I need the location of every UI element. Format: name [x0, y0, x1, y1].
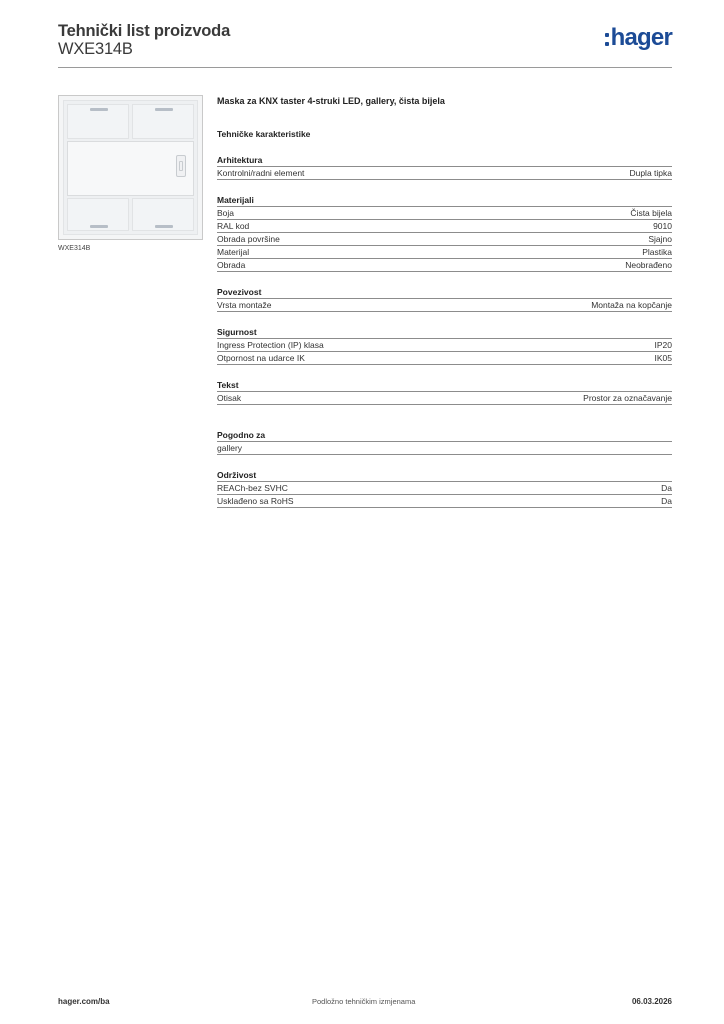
spec-row — [217, 495, 672, 508]
spec-row — [217, 299, 672, 312]
group-title: Arhitektura — [217, 154, 672, 167]
footer-date: 06.03.2026 — [631, 997, 672, 1006]
spec-value: Da — [661, 496, 672, 506]
spec-row — [217, 352, 672, 365]
spec-row — [217, 392, 672, 405]
group-title: Povezivost — [217, 286, 672, 299]
spec-row — [217, 482, 672, 495]
spec-value: Montaža na kopčanje — [591, 300, 672, 310]
group-title: Materijali — [217, 194, 672, 207]
spec-label: Obrada — [217, 260, 246, 270]
logo-colon-icon — [605, 33, 609, 46]
spec-label: Boja — [217, 208, 235, 218]
spec-label: Otisak — [217, 393, 242, 403]
spec-content — [217, 95, 672, 508]
group-title: Sigurnost — [217, 326, 672, 339]
footer-note: Podložno tehničkim izmjenama — [312, 997, 416, 1006]
spec-group-architecture — [217, 154, 672, 180]
footer-website-link[interactable]: hager.com/ba — [58, 997, 110, 1006]
spec-label: REACh-bez SVHC — [217, 483, 288, 493]
spec-row — [217, 207, 672, 220]
spec-row — [217, 442, 672, 455]
spec-value: Plastika — [642, 247, 672, 257]
product-name: Maska za KNX taster 4-struki LED, gallery, čista bijela — [217, 96, 445, 106]
spec-label: Ingress Protection (IP) klasa — [217, 340, 324, 350]
product-image — [58, 95, 203, 240]
spec-group-suitable-for — [217, 429, 672, 455]
spec-value: Dupla tipka — [629, 168, 672, 178]
spec-group-materials — [217, 194, 672, 272]
document-title: Tehnički list proizvoda — [58, 22, 231, 40]
spec-label: RAL kod — [217, 221, 250, 231]
spec-value: Prostor za označavanje — [583, 393, 672, 403]
led-indicator — [90, 225, 108, 228]
spec-group-sustainability — [217, 469, 672, 508]
logo-text: hager — [610, 24, 672, 51]
spec-label: Vrsta montaže — [217, 300, 272, 310]
spec-row — [217, 233, 672, 246]
led-indicator — [90, 108, 108, 111]
spec-value: Čista bijela — [630, 208, 672, 218]
spec-value: Neobrađeno — [625, 260, 672, 270]
spec-value: IP20 — [654, 340, 672, 350]
knx-push-button-plate — [63, 100, 198, 235]
spec-value: IK05 — [654, 353, 672, 363]
key-bottom-left — [67, 198, 129, 231]
label-clip-icon — [176, 155, 186, 177]
characteristics-heading: Tehničke karakteristike — [217, 129, 311, 139]
spec-row — [217, 220, 672, 233]
spec-group-safety — [217, 326, 672, 365]
spec-label: Usklađeno sa RoHS — [217, 496, 294, 506]
page-header — [58, 20, 672, 68]
spec-label: Kontrolni/radni element — [217, 168, 305, 178]
led-indicator — [155, 108, 173, 111]
key-bottom-right — [132, 198, 194, 231]
key-top-left — [67, 104, 129, 139]
spec-label: Obrada površine — [217, 234, 280, 244]
spec-row — [217, 167, 672, 180]
spec-group-text — [217, 379, 672, 405]
spec-row — [217, 246, 672, 259]
key-top-right — [132, 104, 194, 139]
group-title: Pogodno za — [217, 429, 672, 442]
spec-label: Otpornost na udarce IK — [217, 353, 305, 363]
group-title: Tekst — [217, 379, 672, 392]
hager-logo — [605, 24, 672, 51]
group-title: Održivost — [217, 469, 672, 482]
product-code: WXE314B — [58, 40, 133, 58]
spec-value: Da — [661, 483, 672, 493]
spec-row — [217, 259, 672, 272]
spec-row — [217, 339, 672, 352]
spec-label: Materijal — [217, 247, 250, 257]
image-caption: WXE314B — [58, 245, 91, 252]
spec-value: Sjajno — [648, 234, 672, 244]
label-area — [67, 141, 194, 196]
spec-value: 9010 — [653, 221, 672, 231]
spec-label: gallery — [217, 443, 243, 453]
led-indicator — [155, 225, 173, 228]
spec-group-connectivity — [217, 286, 672, 312]
